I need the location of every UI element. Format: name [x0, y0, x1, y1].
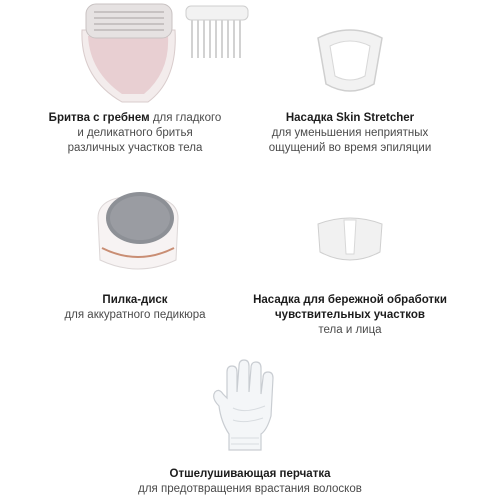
shaver-desc-inline: для гладкого: [149, 112, 222, 124]
skin-stretcher-desc-line: ощущений во время эпиляции: [268, 142, 432, 154]
foot-file-title: Пилка-диск: [102, 294, 168, 306]
shaver-desc-line: различных участков тела: [67, 142, 203, 154]
foot-file-desc-line: для аккуратного педикюра: [64, 309, 206, 321]
glove-desc-line: для предотвращения врастания волосков: [138, 483, 362, 495]
sensitive-cap-desc-line: тела и лица: [318, 324, 382, 336]
sensitive-area-cap-icon: [310, 210, 390, 270]
sensitive-cap-title-line: Насадка для бережной обработки: [253, 294, 447, 306]
sensitive-cap-caption: [243, 293, 457, 338]
skin-stretcher-title: Насадка Skin Stretcher: [285, 112, 415, 124]
glove-caption: [110, 467, 390, 497]
foot-file-disc-icon: [88, 190, 188, 280]
foot-file-item: [88, 190, 188, 280]
exfoliating-glove-icon: [205, 358, 285, 456]
shaver-with-comb-icon: [60, 0, 260, 105]
shaver-desc-line: и деликатного бритья: [77, 127, 193, 139]
shaver-title: Бритва с гребнем: [48, 112, 150, 124]
sensitive-cap-title-line: чувствительных участков: [275, 309, 425, 321]
sensitive-cap-item: [310, 210, 390, 270]
skin-stretcher-caption: [250, 111, 450, 156]
skin-stretcher-attachment-icon: [310, 18, 390, 98]
skin-stretcher-item: [310, 18, 390, 98]
glove-title: Отшелушивающая перчатка: [169, 468, 331, 480]
skin-stretcher-desc-line: для уменьшения неприятных: [271, 127, 429, 139]
shaver-with-comb-item: [60, 0, 260, 105]
glove-item: [205, 358, 285, 456]
shaver-caption: [20, 111, 250, 156]
foot-file-caption: [35, 293, 235, 323]
